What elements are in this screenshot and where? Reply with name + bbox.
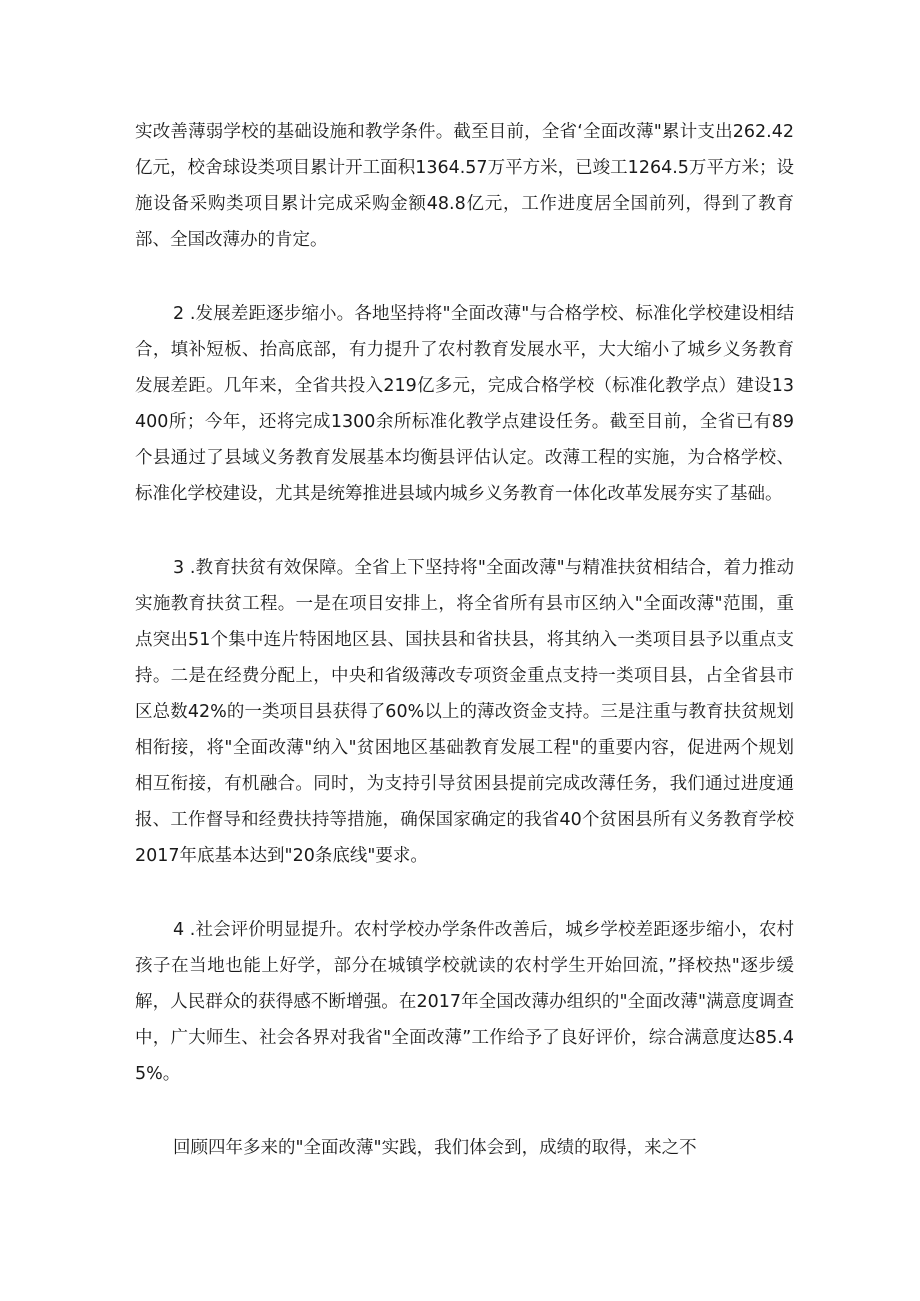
paragraph-construction-progress: 实改善薄弱学校的基础设施和教学条件。截至目前，全省‘全面改薄"累计支出262.42亿元，校舍球设类项目累计开工面积1364.57万平方米，已竣工1264.5万平方米；设施设备采购类项目累计完成采购金额48.8亿元，工作进度居全国前列，得到了教育部、全国改薄办的肯定。 — [135, 122, 794, 250]
paragraph-gap — [135, 258, 794, 296]
paragraph-gap — [135, 1092, 794, 1130]
paragraph-review: 回顾四年多来的"全面改薄"实践，我们体会到，成绩的取得，来之不 — [173, 1138, 697, 1158]
paragraph-development-gap: 2 .发展差距逐步缩小。各地坚持将"全面改薄"与合格学校、标准化学校建设相结合，填补短板、抬高底部，有力提升了农村教育发展水平，大大缩小了城乡义务教育发展差距。几年来，全省共投入219亿多元，完成合格学校（标准化教学点）建设13400所；今年，还将完成1300余所标准化教学点建设任务。截至目前，全省已有89个县通过了县域义务教育发展基本均衡县评估认定。改薄工程的实施，为合格学校、标准化学校建设，尤其是统筹推进县域内城乡义务教育一体化改革发展夯实了基础。 — [135, 304, 794, 504]
paragraph-gap — [135, 874, 794, 912]
paragraph-social-evaluation: 4 .社会评价明显提升。农村学校办学条件改善后，城乡学校差距逐步缩小，农村孩子在当地也能上好学，部分在城镇学校就读的农村学生开始回流，”择校热"逐步缓解，人民群众的获得感不断增强。在2017年全国改薄办组织的"全面改薄"满意度调查中，广大师生、社会各界对我省"全面改薄”工作给予了良好评价，综合满意度达85.45%。 — [135, 920, 794, 1084]
paragraph-gap — [135, 512, 794, 550]
paragraph-education-poverty: 3 .教育扶贫有效保障。全省上下坚持将"全面改薄"与精准扶贫相结合，着力推动实施教育扶贫工程。一是在项目安排上，将全省所有县市区纳入"全面改薄"范围，重点突出51个集中连片特困地区县、国扶县和省扶县，将其纳入一类项目县予以重点支持。二是在经费分配上，中央和省级薄改专项资金重点支持一类项目县，占全省县市区总数42%的一类项目县获得了60%以上的薄改资金支持。三是注重与教育扶贫规划相衔接，将"全面改薄"纳入"贫困地区基础教育发展工程"的重要内容，促进两个规划相互衔接，有机融合。同时，为支持引导贫困县提前完成改薄任务，我们通过进度通报、工作督导和经费扶持等措施，确保国家确定的我省40个贫困县所有义务教育学校2017年底基本达到"20条底线"要求。 — [135, 558, 794, 866]
